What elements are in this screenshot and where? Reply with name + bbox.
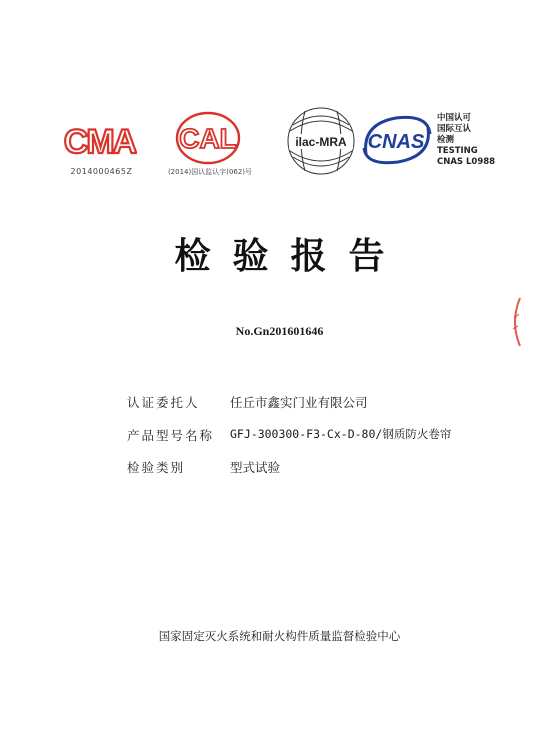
field-value-product: GFJ-300300-F3-Cx-D-80/钢质防火卷帘: [230, 427, 452, 441]
cnas-accreditation-text: [437, 113, 495, 168]
svg-text:CNAS: CNAS: [367, 131, 425, 153]
cnas-line: CNAS L0988: [437, 157, 496, 167]
svg-text:CMA: CMA: [63, 123, 136, 161]
field-value-inspection-type: 型式试验: [230, 460, 281, 475]
svg-text:ilac-MRA: ilac-MRA: [295, 135, 347, 149]
cnas-line: TESTING: [437, 146, 478, 156]
cnas-line: 检测: [437, 135, 455, 145]
field-label-product: 产品型号名称: [127, 428, 215, 443]
partial-stamp-icon: [508, 296, 522, 348]
field-label-client: 认证委托人: [127, 395, 200, 410]
cal-seal-icon: [174, 110, 242, 166]
cnas-line: 国际互认: [437, 124, 472, 134]
cnas-seal-icon: [358, 110, 434, 170]
svg-text:CAL: CAL: [179, 123, 237, 154]
report-number: No.Gn201601646: [235, 324, 324, 338]
cma-number: 2014000465Z: [70, 167, 133, 176]
ilac-mra-seal-icon: [285, 105, 357, 177]
issuer-name: 国家固定灭火系统和耐火构件质量监督检验中心: [158, 629, 401, 643]
field-value-client: 任丘市鑫实门业有限公司: [230, 395, 368, 410]
field-label-inspection-type: 检验类别: [127, 460, 186, 475]
cnas-line: 中国认可: [437, 113, 472, 123]
cma-seal-icon: [62, 118, 137, 162]
cal-number: (2014)国认监认字(062)号: [167, 168, 253, 176]
report-title: 检验报告: [174, 235, 407, 277]
